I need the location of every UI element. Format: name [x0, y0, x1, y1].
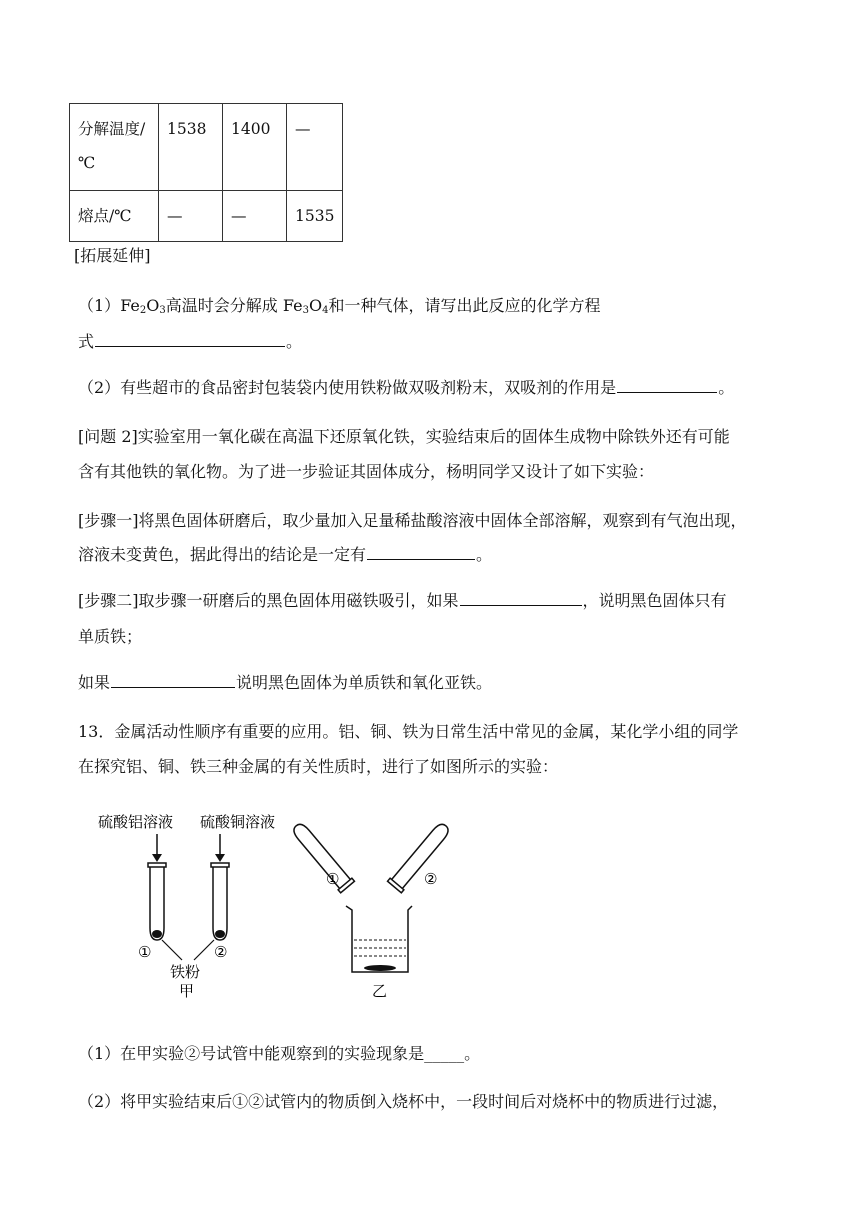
test-tube-1	[148, 863, 166, 940]
step2-line3: 如果 说明黑色固体为单质铁和氧化亚铁。	[78, 673, 493, 692]
figure-jia-label: 甲	[179, 982, 195, 1000]
table-row-label: 分解温度/℃	[70, 104, 159, 191]
step2-line1: [步骤二]取步骤一研磨后的黑色固体用磁铁吸引，如果 ，说明黑色固体只有	[78, 591, 727, 610]
tube-2-label: ②	[214, 943, 228, 961]
answer-blank[interactable]	[460, 589, 582, 606]
table-cell: 1538	[159, 104, 223, 191]
formula-fe3o4: $Fe_3O_4$	[282, 296, 329, 316]
table-cell: 1535	[287, 191, 343, 242]
answer-blank[interactable]	[111, 671, 235, 688]
tilted-tube-1-label: ①	[326, 870, 340, 888]
tube-1-label: ①	[138, 943, 152, 961]
tilted-tube-2-label: ②	[424, 870, 438, 888]
extension-heading: [拓展延伸]	[74, 246, 151, 265]
table-cell: —	[223, 191, 287, 242]
extension-q2: （2）有些超市的食品密封包装袋内使用铁粉做双吸剂粉末，双吸剂的作用是 。	[78, 378, 735, 397]
experiment-figure	[90, 800, 470, 1000]
answer-blank[interactable]	[617, 376, 717, 393]
label-aluminum-sulfate: 硫酸铝溶液	[98, 813, 174, 831]
arrow-down-icon	[152, 834, 162, 862]
step1-line1: [步骤一]将黑色固体研磨后，取少量加入足量稀盐酸溶液中固体全部溶解，观察到有气泡出现，	[78, 511, 747, 530]
q13-sub1: （1）在甲实验②号试管中能观察到的实验现象是_____。	[78, 1044, 481, 1063]
table-row	[70, 191, 343, 242]
table-cell: 1400	[223, 104, 287, 191]
table-cell: —	[287, 104, 343, 191]
figure-yi-label: 乙	[372, 982, 388, 1000]
table-row-label: 熔点/℃	[70, 191, 159, 242]
test-tube-2	[211, 863, 229, 940]
step2-line2: 单质铁；	[78, 627, 143, 646]
answer-blank[interactable]	[95, 330, 285, 347]
problem2-line2: 含有其他铁的氧化物。为了进一步验证其固体成分，杨明同学又设计了如下实验：	[78, 462, 655, 481]
answer-blank[interactable]	[367, 543, 475, 560]
step1-line2: 溶液未变黄色，据此得出的结论是一定有 。	[78, 545, 493, 564]
tilted-tube-2	[388, 820, 453, 893]
formula-fe2o3: $Fe_2O_3$	[120, 296, 166, 316]
extension-q1-line1: $(1)Fe_2O_3$高温时会分解成 $Fe_3O_4$和一种气体，请写出此反应的化学方程	[78, 296, 601, 316]
iron-powder-label: 铁粉	[170, 963, 201, 981]
table-cell: —	[159, 191, 223, 242]
table-row	[70, 104, 343, 191]
properties-table	[69, 103, 343, 242]
q13-sub2: （2）将甲实验结束后①②试管内的物质倒入烧杯中，一段时间后对烧杯中的物质进行过滤，	[78, 1092, 729, 1111]
tilted-tube-1	[289, 820, 354, 893]
extension-q1-line2: 式 。	[78, 332, 303, 351]
q13-line1: 13．金属活动性顺序有重要的应用。铝、铜、铁为日常生活中常见的金属，某化学小组的同学	[78, 722, 739, 741]
q1-prefix: （1）	[78, 296, 121, 315]
problem2-line1: [问题 2]实验室用一氧化碳在高温下还原氧化铁，实验结束后的固体生成物中除铁外还有可能	[78, 427, 730, 446]
arrow-down-icon	[215, 834, 225, 862]
label-copper-sulfate: 硫酸铜溶液	[200, 813, 276, 831]
beaker	[346, 906, 412, 972]
q13-line2: 在探究铝、铜、铁三种金属的有关性质时，进行了如图所示的实验：	[78, 757, 559, 776]
